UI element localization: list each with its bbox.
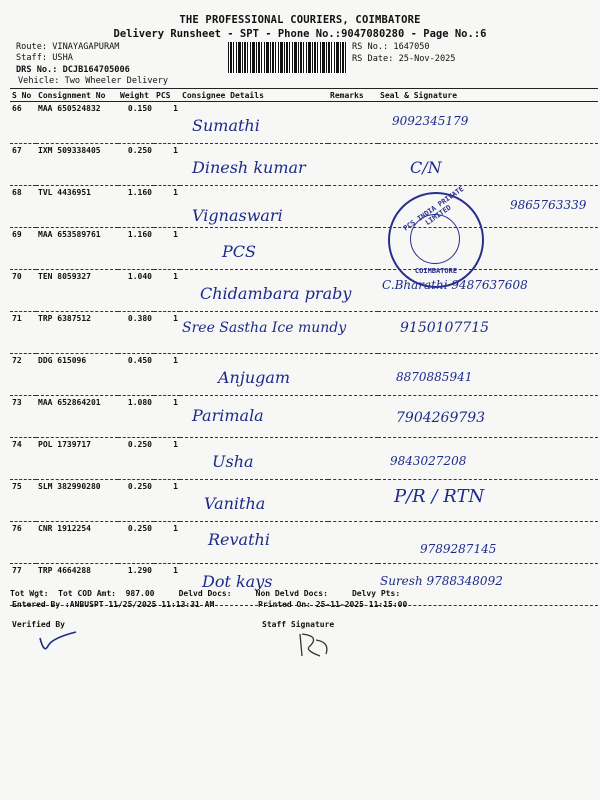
row-consignment: CNR 1912254 bbox=[36, 522, 118, 564]
col-remarks: Remarks bbox=[328, 89, 378, 102]
row-consignment: DDG 615096 bbox=[36, 354, 118, 396]
row-consignment: POL 1739717 bbox=[36, 438, 118, 480]
entered-by: Entered By :ANBUSPT 11/25/2025 11:13:31 AM bbox=[12, 600, 215, 609]
table-row bbox=[10, 354, 598, 396]
table-row bbox=[10, 480, 598, 522]
row-pcs: 1 bbox=[154, 522, 180, 564]
runsheet-subtitle: Delivery Runsheet - SPT - Phone No.:9047080280 - Page No.:6 bbox=[113, 28, 487, 40]
staff-signature-label: Staff Signature bbox=[262, 620, 335, 629]
col-consignment: Consignment No bbox=[36, 89, 118, 102]
company-seal-stamp bbox=[388, 184, 484, 288]
row-consignee: Chidambara praby bbox=[200, 284, 352, 303]
row-weight: 0.250 bbox=[118, 144, 154, 186]
row-weight: 0.250 bbox=[118, 522, 154, 564]
row-consignment: IXM 509338405 bbox=[36, 144, 118, 186]
row-consignee: Dinesh kumar bbox=[192, 158, 306, 177]
row-consignee: Anjugam bbox=[218, 368, 291, 387]
row-sno: 69 bbox=[10, 228, 36, 270]
row-consignment: MAA 653589761 bbox=[36, 228, 118, 270]
row-sno: 77 bbox=[10, 564, 36, 606]
row-signature: 9150107715 bbox=[400, 320, 490, 336]
row-consignment: MAA 650524832 bbox=[36, 102, 118, 144]
row-weight: 1.040 bbox=[118, 270, 154, 312]
printed-on: Printed On: 25-11-2025 11:15:00 bbox=[258, 600, 408, 609]
table-row bbox=[10, 102, 598, 144]
rs-date: RS Date: 25-Nov-2025 bbox=[352, 54, 456, 64]
table-row bbox=[10, 144, 598, 186]
verified-by-signature bbox=[36, 628, 96, 658]
runsheet-table bbox=[10, 88, 598, 606]
row-consignment: SLM 382990280 bbox=[36, 480, 118, 522]
row-consignment: MAA 652864201 bbox=[36, 396, 118, 438]
col-weight: Weight bbox=[118, 89, 154, 102]
staff-label: Staff: USHA bbox=[16, 53, 73, 63]
drs-number: DRS No.: DCJB164705006 bbox=[16, 65, 130, 75]
row-signature: 9843027208 bbox=[390, 454, 467, 468]
row-sno: 76 bbox=[10, 522, 36, 564]
row-consignee: Dot kays bbox=[202, 572, 273, 591]
row-sno: 71 bbox=[10, 312, 36, 354]
rs-number: RS No.: 1647050 bbox=[352, 42, 430, 52]
row-pcs: 1 bbox=[154, 102, 180, 144]
row-weight: 0.150 bbox=[118, 102, 154, 144]
row-pcs: 1 bbox=[154, 438, 180, 480]
row-signature: Suresh 9788348092 bbox=[380, 574, 503, 588]
row-consignee: Parimala bbox=[192, 406, 264, 425]
row-weight: 1.080 bbox=[118, 396, 154, 438]
row-weight: 1.290 bbox=[118, 564, 154, 606]
staff-signature-mark bbox=[290, 628, 340, 662]
row-pcs: 1 bbox=[154, 270, 180, 312]
row-pcs: 1 bbox=[154, 144, 180, 186]
row-consignment: TVL 4436951 bbox=[36, 186, 118, 228]
row-sno: 68 bbox=[10, 186, 36, 228]
table-row bbox=[10, 312, 598, 354]
row-consignee: Vanitha bbox=[204, 494, 266, 513]
row-sno: 66 bbox=[10, 102, 36, 144]
route-label: Route: VINAYAGAPURAM bbox=[16, 42, 120, 52]
table-row bbox=[10, 228, 598, 270]
row-consignee: Revathi bbox=[208, 530, 270, 549]
row-pcs: 1 bbox=[154, 228, 180, 270]
row-sno: 74 bbox=[10, 438, 36, 480]
row-signature: 7904269793 bbox=[396, 410, 486, 426]
row-signature: 9865763339 bbox=[510, 198, 587, 212]
row-signature: 8870885941 bbox=[396, 370, 473, 384]
row-sno: 70 bbox=[10, 270, 36, 312]
stamp-text-top: PCS INDIA PRIVATE LIMITED bbox=[402, 184, 466, 233]
row-signature: C/N bbox=[410, 158, 442, 177]
row-weight: 0.250 bbox=[118, 480, 154, 522]
col-pcs: PCS bbox=[154, 89, 180, 102]
row-signature: P/R / RTN bbox=[394, 486, 485, 507]
row-consignee: PCS bbox=[222, 242, 256, 261]
company-title: THE PROFESSIONAL COURIERS, COIMBATORE bbox=[179, 14, 421, 26]
row-sno: 73 bbox=[10, 396, 36, 438]
col-sno: S No bbox=[10, 89, 36, 102]
table-row bbox=[10, 396, 598, 438]
row-consignee: Sree Sastha Ice mundy bbox=[182, 320, 347, 336]
row-consignment: TRP 4664288 bbox=[36, 564, 118, 606]
row-signature: 9789287145 bbox=[420, 542, 497, 556]
row-weight: 1.160 bbox=[118, 228, 154, 270]
row-consignment: TRP 6387512 bbox=[36, 312, 118, 354]
col-consignee: Consignee Details bbox=[180, 89, 328, 102]
barcode bbox=[228, 42, 348, 73]
row-consignee: Vignaswari bbox=[192, 206, 283, 225]
row-weight: 0.250 bbox=[118, 438, 154, 480]
table-header-row bbox=[10, 89, 598, 102]
table-row bbox=[10, 270, 598, 312]
row-sno: 72 bbox=[10, 354, 36, 396]
verified-by-label: Verified By bbox=[12, 620, 65, 629]
col-signature: Seal & Signature bbox=[378, 89, 598, 102]
table-row bbox=[10, 522, 598, 564]
table-row bbox=[10, 186, 598, 228]
row-pcs: 1 bbox=[154, 186, 180, 228]
stamp-text-bottom: COIMBATORE bbox=[414, 267, 458, 275]
totals-line: Tot Wgt: Tot COD Amt: 987.00 Delvd Docs: Non Delvd Docs: Delvy Pts: bbox=[10, 589, 401, 598]
row-consignment: TEN 8059327 bbox=[36, 270, 118, 312]
row-consignee: Usha bbox=[212, 452, 254, 471]
table-row bbox=[10, 438, 598, 480]
row-sno: 67 bbox=[10, 144, 36, 186]
row-pcs: 1 bbox=[154, 312, 180, 354]
row-pcs: 1 bbox=[154, 564, 180, 606]
row-weight: 1.160 bbox=[118, 186, 154, 228]
row-weight: 0.380 bbox=[118, 312, 154, 354]
row-pcs: 1 bbox=[154, 396, 180, 438]
row-consignee: Sumathi bbox=[192, 116, 260, 135]
row-signature: 9092345179 bbox=[392, 114, 469, 128]
row-sno: 75 bbox=[10, 480, 36, 522]
row-pcs: 1 bbox=[154, 354, 180, 396]
row-weight: 0.450 bbox=[118, 354, 154, 396]
row-pcs: 1 bbox=[154, 480, 180, 522]
vehicle-label: Vehicle: Two Wheeler Delivery bbox=[18, 76, 169, 86]
row-signature: C.Bharathi 9487637608 bbox=[382, 278, 528, 292]
